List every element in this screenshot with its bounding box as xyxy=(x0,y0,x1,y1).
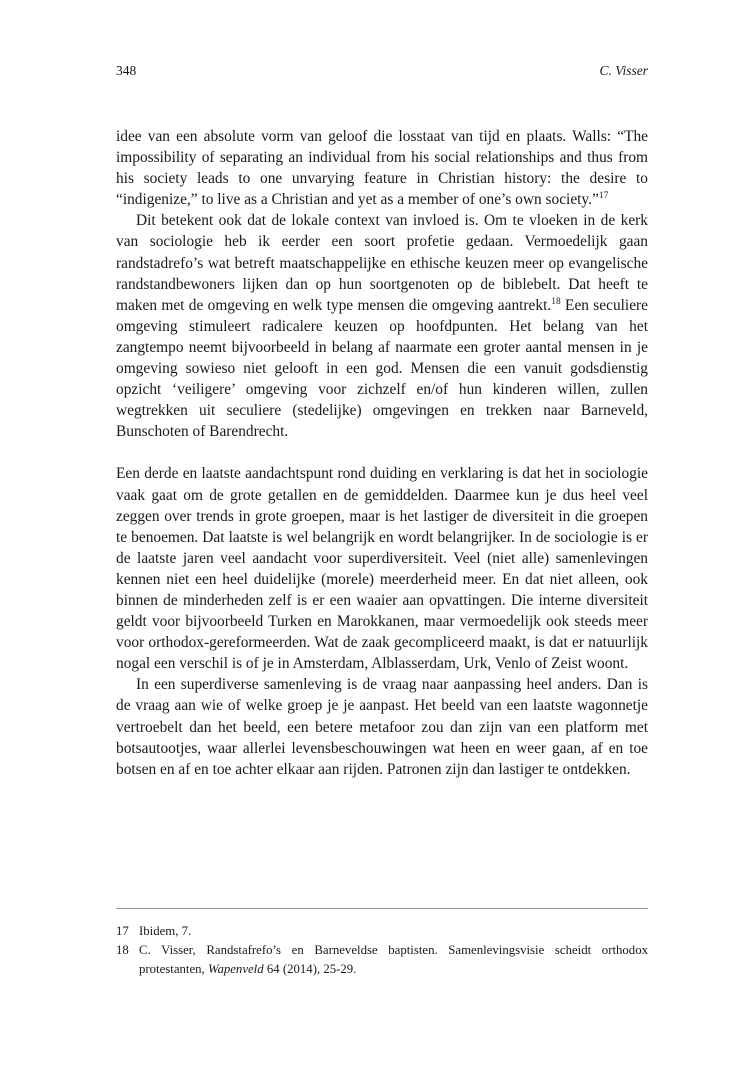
footnote-ref-17: 17 xyxy=(598,191,609,202)
footnote-text-b: 64 (2014), 25-29. xyxy=(263,962,357,976)
footnote-number: 17 xyxy=(116,924,129,938)
footnote-divider xyxy=(116,908,648,909)
paragraph-2 xyxy=(116,210,648,442)
footnote-text: Ibidem, 7. xyxy=(139,924,192,938)
paragraph-4: In een superdiverse samenleving is de vraag naar aanpassing heel anders. Dan is de vraag aan wie of welke groep je je aanpast. Het beeld van een laatste wagonnetje vertroebelt dan het beeld, een betere metafoor zou dan zijn van een platform met botsautootjes, waar allerlei levensbeschouwingen wat heen en weer gaan, af en toe botsen en af en toe achter elkaar aan rijden. Patronen zijn dan lastiger te ontdekken. xyxy=(116,676,648,778)
footnote-18 xyxy=(116,941,648,979)
footnotes xyxy=(116,922,648,979)
body-text xyxy=(116,126,648,780)
footnote-17 xyxy=(116,922,648,941)
paragraph-2-text-b: Een seculiere omgeving stimuleert radicalere keuzen op hoofdpunten. Het belang van het zangtempo neemt bijvoorbeeld in belang af naarmate een groter aantal mensen in je omgeving sowieso niet gelooft in een god. Mensen die een vanuit godsdienstig opzicht ‘veiligere’ omgeving voor zichzelf en/of hun kinderen willen, zullen wegtrekken uit seculiere (stedelijke) omgevingen en trekken naar Barneveld, Bunschoten of Barendrecht. xyxy=(116,296,648,441)
paragraph-1 xyxy=(116,126,648,210)
paragraph-2-text-a: Dit betekent ook dat de lokale context van invloed is. Om te vloeken in de kerk van sociologie heb ik eerder een soort profetie gedaan. Vermoedelijk gaan randstadrefo’s wat betreft maatschappelijke en ethische keuzen meer op evangelische randstandbewoners lijken dan op hun soortgenoten op de biblebelt. Dat heeft te maken met de omgeving en welk type mensen die omgeving aantrekt. xyxy=(116,212,648,314)
footnote-text-a: C. Visser, Randstafrefo’s en Barneveldse baptisten. Samenlevingsvisie scheidt orthodox protestanten, xyxy=(139,943,648,976)
running-head-author: C. Visser xyxy=(599,63,648,78)
paragraph-3: Een derde en laatste aandachtspunt rond duiding en verklaring is dat het in sociologie vaak gaat om de grote getallen en de gemiddelden. Daarmee kun je dus heel veel zeggen over trends in grote groepen, maar is het lastiger de diversiteit in die groepen te benoemen. Dat laatste is wel belangrijk en wordt belangrijker. In de sociologie is er de laatste jaren veel aandacht voor superdiversiteit. Veel (niet alle) samenlevingen kennen niet een heel duidelijke (morele) meerderheid meer. En dat niet alleen, ook binnen de minderheden zelf is er een waaier aan opvattingen. Die interne diversiteit geldt voor bijvoorbeeld Turken en Marokkanen, maar vermoedelijk ook steeds meer voor orthodox-gereformeerden. Wat de zaak gecompliceerd maakt, is dat er natuurlijk nogal een verschil is of je in Amsterdam, Alblasserdam, Urk, Venlo of Zeist woont. xyxy=(116,465,648,673)
footnote-number: 18 xyxy=(116,943,129,957)
footnote-ref-18: 18 xyxy=(551,296,561,307)
running-head xyxy=(116,63,648,83)
footnote-journal-title: Wapenveld xyxy=(207,962,264,976)
paragraph-1-text: idee van een absolute vorm van geloof die losstaat van tijd en plaats. Walls: “The impossibility of separating an individual from his social relationships and thus from his society leads to one unvarying feature in Christian history: the desire to “indigenize,” to live as a Christian and yet as a member of one’s own society.” xyxy=(116,128,648,209)
page-number: 348 xyxy=(116,63,137,78)
